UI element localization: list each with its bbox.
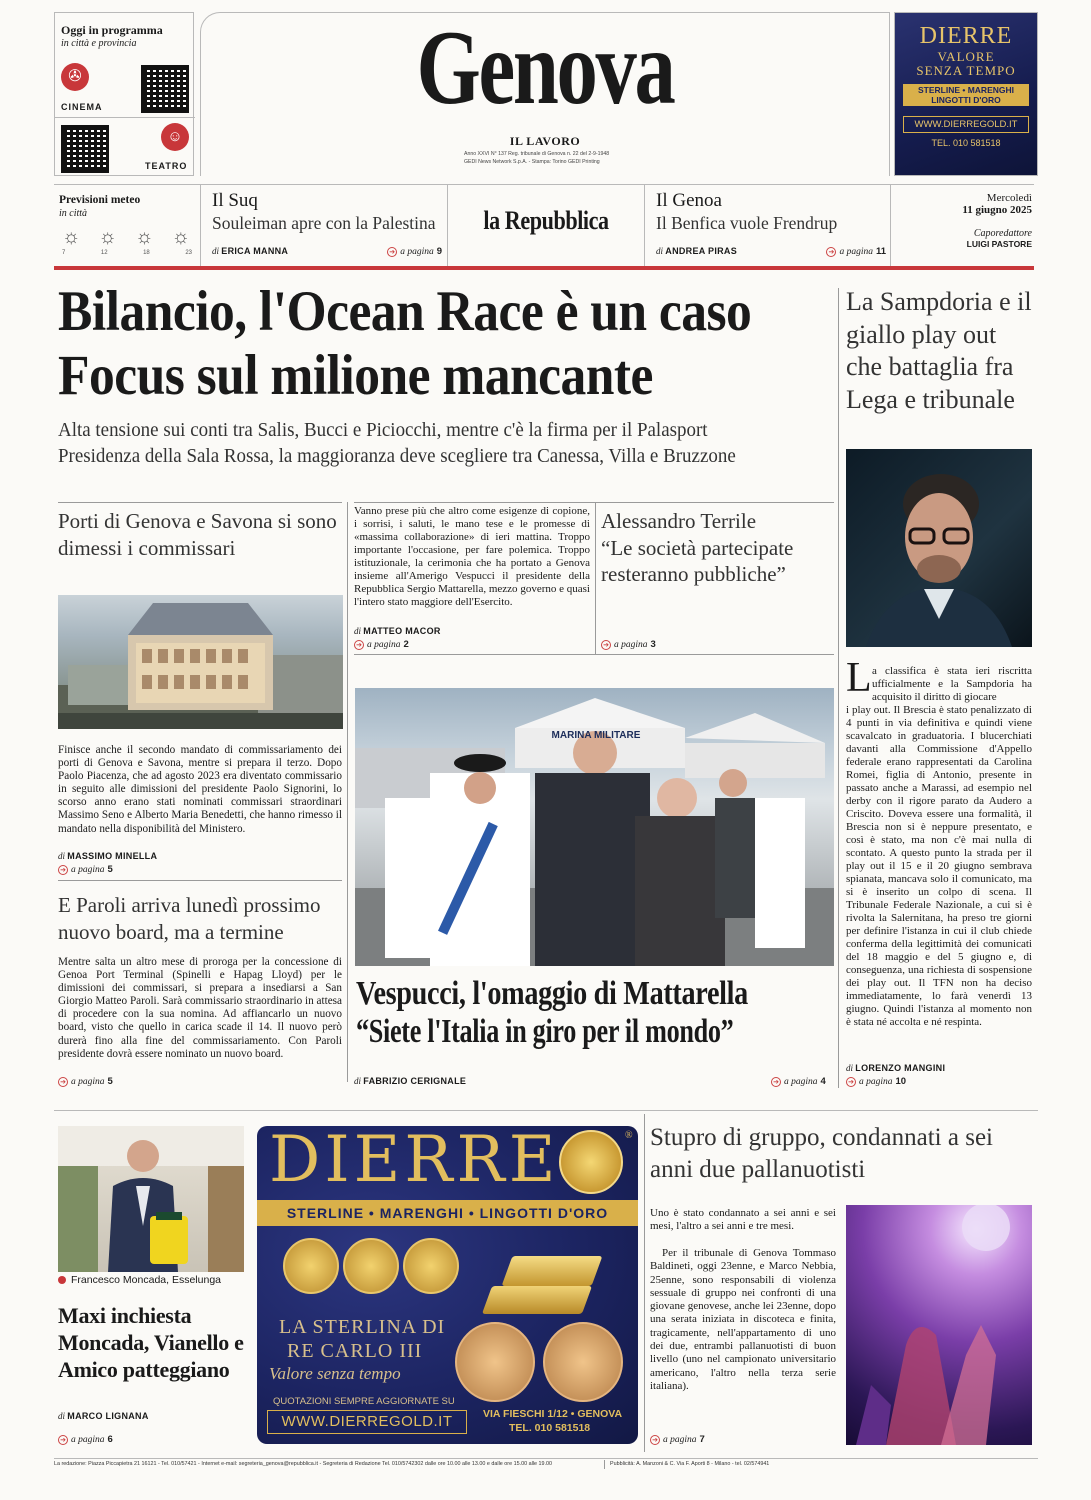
teaser-suq-author: ERICA MANNA xyxy=(221,246,289,256)
gold-coin-icon xyxy=(343,1238,399,1294)
porti-author: MASSIMO MINELLA xyxy=(67,851,158,861)
meteo-hour: 7 xyxy=(62,250,66,256)
main-subheadline-2: Presidenza della Sala Rossa, la maggioranza deve scegliere tra Canessa, Villa e Bruzzone xyxy=(58,445,736,467)
arrow-right-icon: ➔ xyxy=(826,247,836,257)
main-subheadline-1: Alta tensione sui conti tra Salis, Bucci e Piciocchi, mentre c'è la firma per il Palasport xyxy=(58,419,708,441)
arrow-right-icon: ➔ xyxy=(58,865,68,875)
cinema-qr-code[interactable] xyxy=(141,65,189,113)
sun-icon: ☼ xyxy=(98,225,117,248)
teaser-genoa-title: Il Genoa xyxy=(656,190,722,211)
cinema-icon[interactable]: ✇ xyxy=(61,63,89,91)
moncada-author: MARCO LIGNANA xyxy=(67,1411,149,1421)
bullet-icon xyxy=(58,1276,66,1284)
teaser-suq-title: Il Suq xyxy=(212,190,258,211)
masthead-info-1: Anno XXVI N° 137 Reg. tribunale di Genova n. 22 del 2-9-1948 xyxy=(464,151,610,157)
stupro-p1: Uno è stato condannato a sei anni e sei mesi, l'altro a sei anni e tre mesi. xyxy=(650,1207,836,1233)
gold-ingot-icon xyxy=(482,1286,592,1314)
paroli-body: Mentre salta un altro mese di proroga per la concessione di Genoa Port Terminal (Spinelli e Hapag Lloyd) per le dimissioni dei commissari, si prepara a insediarsi a San Giorgio Matteo Paroli. Sarà commissario straordinario in attesa di procedere con la sua nomina. Ad affiancarlo un nuovo board, visto che quello in carica scade il 14. Il nuovo però durerà fino alla fine del commissariamento. Con Paroli presidente dovrà essere nominato un nuovo board. xyxy=(58,956,342,1060)
ad-quotazioni: QUOTAZIONI SEMPRE AGGIORNATE SU xyxy=(273,1396,455,1407)
mattarella-vespucci-photo xyxy=(355,688,834,966)
meteo-title: Previsioni meteo xyxy=(59,194,141,206)
sterlina-coin-icon xyxy=(455,1322,535,1402)
sampdoria-lead: a classifica è stata ieri riscritta ufficialmente e la Sampdoria ha acquisito il diritto di giocare xyxy=(872,665,1032,703)
terrile-page-link[interactable]: ➔ a pagina 3 xyxy=(601,639,656,650)
meteo-hour: 12 xyxy=(100,250,108,256)
main-headline-line1: Bilancio, l'Ocean Race è un caso xyxy=(58,280,752,343)
ad-line1: LA STERLINA DI xyxy=(279,1316,446,1338)
teatro-label[interactable]: TEATRO xyxy=(145,161,188,171)
footer-pubblicita: Pubblicità: A. Manzoni & C. Via F. Aporti 8 - Milano - tel. 02/574941 xyxy=(610,1461,770,1467)
teaser-suq-subtitle: Souleiman apre con la Palestina xyxy=(212,213,436,233)
ad-band: STERLINE • MARENGHI • LINGOTTI D'ORO xyxy=(257,1200,638,1226)
date-day: Mercoledì xyxy=(986,192,1032,204)
arrow-right-icon: ➔ xyxy=(58,1077,68,1087)
teatro-icon[interactable]: ☺ xyxy=(161,123,189,151)
mattarella-headline-1[interactable]: Vespucci, l'omaggio di Mattarella xyxy=(356,975,748,1012)
gold-ingot-icon xyxy=(502,1256,603,1286)
footer-redazione: La redazione: Piazza Piccapietra 21 16121 - Tel. 010/57421 - Internet e-mail: segreteria_genova@repubblica.it - Segreteria di Redazione Tel. 010/5742302 dalle ore 10.00 alle 13.00 e dalle ore 15.00 alle 19.00 xyxy=(54,1461,552,1467)
porti-body: Finisce anche il secondo mandato di commissariamento dei porti di Genova e Savona, mentre si prepara il terzo. Dopo Paolo Piacenza, che ad agosto 2023 era diventato commissario in seguito alle dimissioni del presidente Paolo Signorini, lo scorso anno erano stati nominati commissari straordinari Massimo Seno e Alberto Maria Benedetti, che hanno rimesso il mandato nella disponibilità del Ministero. xyxy=(58,744,342,835)
stupro-title[interactable]: Stupro di gruppo, condannati a sei anni due pallanuotisti xyxy=(650,1124,993,1183)
sampdoria-author: LORENZO MANGINI xyxy=(855,1063,946,1073)
teaser-genoa[interactable]: Il Genoa Il Benfica vuole Frendrup di ANDREA PIRAS ➔ a pagina 11 xyxy=(656,190,886,257)
moncada-page-link[interactable]: ➔ a pagina 6 xyxy=(58,1434,113,1445)
vespucci-intro-page-link[interactable]: ➔ a pagina 2 xyxy=(354,639,409,650)
ad-line2: RE CARLO III xyxy=(287,1340,423,1362)
palazzo-san-giorgio-photo xyxy=(58,595,343,729)
terrile-quote[interactable]: “Le società partecipate resteranno pubbliche” xyxy=(601,536,794,586)
main-headline[interactable] xyxy=(58,280,838,408)
ad-brand: DIERRE xyxy=(269,1126,560,1197)
moncada-caption: Francesco Moncada, Esselunga xyxy=(58,1274,221,1286)
sampdoria-dropcap: L xyxy=(846,655,872,701)
mattarella-photo-tent-text: MARINA MILITARE xyxy=(551,730,641,741)
moncada-photo xyxy=(58,1126,244,1272)
meteo-subtitle: in città xyxy=(59,208,88,219)
top-ad-line3: STERLINE • MARENGHI xyxy=(917,85,1014,95)
main-headline-line2: Focus sul milione mancante xyxy=(58,344,653,407)
meteo-hour: 23 xyxy=(185,250,192,256)
sun-icon: ☼ xyxy=(171,225,190,248)
date-value: 11 giugno 2025 xyxy=(962,204,1032,216)
registered-icon: ® xyxy=(625,1130,633,1141)
sampdoria-title[interactable]: La Sampdoria e il giallo play out che battaglia fra Lega e tribunale xyxy=(846,287,1032,414)
ad-tel: TEL. 010 581518 xyxy=(509,1422,591,1434)
sampdoria-body: i play out. Il Brescia è stato penalizzato di 4 punti in via definitiva e quindi viene scavalcato in graduatoria. I blucerchiati davanti alla Commissione d'Appello federale erano rappresentati da Carolina Romei, figlia di Antonio, presente in passato anche a Marassi, ad esempio nel derby con il rigore parato da Audero a Criscito. Doveva essere una formalità, il Brescia non si è neppure presentato, e così è stato, ma non c'è mai nulla di scontato. A questo punto la strada per il play out il 15 e il 20 giugno sembrava spianata, mancava solo il comunicato, ma si è inserito un colpo di scena. Il Tribunale Federale Nazionale, a cui si è rivolta la Salernitana, ha preso tre giorni per definire l'istanza in cui il club chiede conferma della legittimità dei comunicati del 18 maggio e del 5 giugno e, di conseguenza, una richiesta di sospensione dei play out. Il TFN non ha deciso immediatamente, lo farà venerdì 13 giugno. Quindi l'istanza al momento non è stata né accolta e né respinta. xyxy=(846,704,1032,1028)
arrow-right-icon: ➔ xyxy=(650,1435,660,1445)
teaser-genoa-subtitle: Il Benfica vuole Frendrup xyxy=(656,213,838,233)
meteo-box[interactable] xyxy=(54,184,200,266)
date-box xyxy=(892,192,1032,249)
mattarella-headline-2[interactable]: “Siete l'Italia in giro per il mondo” xyxy=(356,1013,734,1050)
arrow-right-icon: ➔ xyxy=(771,1077,781,1087)
top-ad-line2: SENZA TEMPO xyxy=(916,63,1016,78)
editor-role: Caporedattore xyxy=(973,228,1032,239)
repubblica-logo[interactable]: la Repubblica xyxy=(483,206,609,235)
vespucci-intro-body: Vanno prese più che altro come esigenze di copione, i sorrisi, i saluti, le mano tese e le promesse di «massima collaborazione» di ieri mattina. Troppo importante l'occasione, per fare polemica. Troppo istituzionale, la cerimonia che ha portato a Genova insieme all'Amerigo Vespucci il presidente della Repubblica Sergio Mattarella, mezzo governo e quasi l'intero stato maggiore dell'Esercito. xyxy=(354,505,590,608)
dierre-advertisement[interactable] xyxy=(257,1126,638,1444)
arrow-right-icon: ➔ xyxy=(601,640,611,650)
stupro-p2: Per il tribunale di Genova Tommaso Baldineti, oggi 23enne, e Marco Nebbia, 25enne, sono responsabili di violenza sessuale di gruppo nei confronti di una giovane genovese, anche lei 23enne, dopo una serata iniziata in discoteca e finita, tragicamente, nell'appartamento di uno dei due, entrambi pallanuotisti di buon livello (uno nel campionato universitario americano, l'altro nella terza serie italiana). xyxy=(650,1247,836,1392)
paroli-page-link[interactable]: ➔ a pagina 5 xyxy=(58,1076,113,1087)
arrow-right-icon: ➔ xyxy=(846,1077,856,1087)
editor-name: LUIGI PASTORE xyxy=(966,239,1032,249)
ad-url[interactable]: WWW.DIERREGOLD.IT xyxy=(267,1410,467,1434)
porti-page-link[interactable]: ➔ a pagina 5 xyxy=(58,864,113,875)
gold-coin-icon xyxy=(283,1238,339,1294)
sun-icon: ☼ xyxy=(62,225,81,248)
ad-line3: Valore senza tempo xyxy=(269,1364,401,1383)
ad-address: VIA FIESCHI 1/12 • GENOVA xyxy=(483,1408,623,1420)
masthead-sub: IL LAVORO xyxy=(509,134,581,148)
meteo-hour: 18 xyxy=(143,250,150,256)
sampdoria-portrait-photo xyxy=(846,449,1032,647)
sterlina-coin-icon xyxy=(543,1322,623,1402)
top-ad-url[interactable]: WWW.DIERREGOLD.IT xyxy=(903,116,1029,133)
cinema-label[interactable]: CINEMA xyxy=(61,102,103,112)
mattarella-author: FABRIZIO CERIGNALE xyxy=(363,1076,467,1086)
ad-gold-coin-emblem xyxy=(559,1130,623,1194)
teaser-suq-page-link[interactable]: ➔ a pagina 9 xyxy=(387,246,442,257)
teatro-qr-code[interactable] xyxy=(61,125,109,173)
programma-subtitle: in città e provincia xyxy=(61,38,137,49)
vespucci-intro-author: MATTEO MACOR xyxy=(363,626,441,636)
masthead-title: Genova xyxy=(416,9,674,126)
teaser-genoa-page-link[interactable]: ➔ a pagina 11 xyxy=(826,246,886,257)
arrow-right-icon: ➔ xyxy=(387,247,397,257)
top-ad-tel: TEL. 010 581518 xyxy=(931,138,1001,148)
top-ad-line1: VALORE xyxy=(937,49,995,64)
top-ad-line4: LINGOTTI D'ORO xyxy=(931,95,1001,105)
top-advertisement[interactable] xyxy=(894,12,1038,176)
masthead-info-2: GEDI News Network S.p.A. - Stampa: Torino GEDI Printing xyxy=(464,159,600,165)
stupro-page-link[interactable]: ➔ a pagina 7 xyxy=(650,1434,705,1445)
arrow-right-icon: ➔ xyxy=(58,1435,68,1445)
sun-icon: ☼ xyxy=(135,225,154,248)
gold-coin-icon xyxy=(403,1238,459,1294)
mattarella-page-link[interactable]: ➔ a pagina 4 xyxy=(771,1076,826,1087)
programma-title: Oggi in programma xyxy=(61,23,163,37)
teaser-genoa-author: ANDREA PIRAS xyxy=(665,246,738,256)
teaser-suq[interactable]: Il Suq Souleiman apre con la Palestina di ERICA MANNA ➔ a pagina 9 xyxy=(212,190,442,257)
arrow-right-icon: ➔ xyxy=(354,640,364,650)
sampdoria-page-link[interactable]: ➔ a pagina 10 xyxy=(846,1076,906,1087)
porti-title[interactable]: Porti di Genova e Savona si sono dimessi i commissari xyxy=(58,509,337,560)
top-ad-brand: DIERRE xyxy=(919,23,1013,49)
moncada-title[interactable]: Maxi inchiesta Moncada, Vianello e Amico patteggiano xyxy=(58,1303,244,1382)
terrile-name[interactable]: Alessandro Terrile xyxy=(601,509,757,533)
programma-box xyxy=(54,12,194,176)
discoteca-photo xyxy=(846,1205,1032,1445)
paroli-title[interactable]: E Paroli arriva lunedì prossimo nuovo board, ma a termine xyxy=(58,893,321,944)
